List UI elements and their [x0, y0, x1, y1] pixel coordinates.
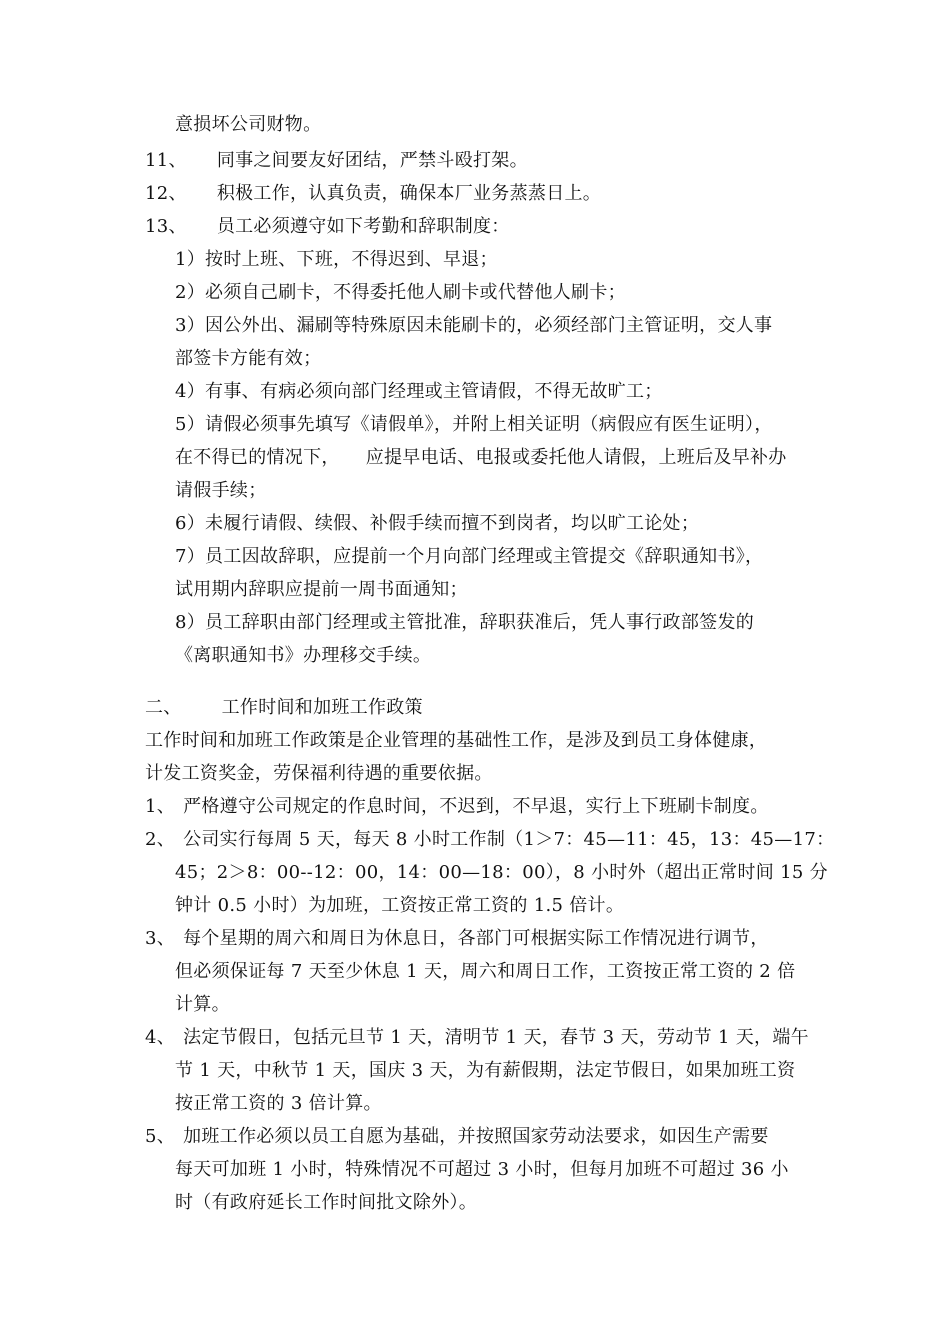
text-segment: 应提早电话、电报或委托他人请假，上班后及早补办 [365, 447, 787, 468]
sub-item: 7）员工因故辞职，应提前一个月向部门经理或主管提交《辞职通知书》， [175, 546, 764, 567]
list-number: 1、 [145, 796, 176, 817]
list-item [145, 795, 769, 819]
sub-item: 8）员工辞职由部门经理或主管批准，辞职获准后，凭人事行政部签发的 [175, 612, 755, 633]
list-item-continuation: 按正常工资的 3 倍计算。 [175, 1093, 382, 1114]
sub-item-continuation: 试用期内辞职应提前一周书面通知； [175, 579, 468, 600]
list-item-continuation: 计算。 [175, 994, 230, 1015]
sub-item: 2）必须自己刷卡，不得委托他人刷卡或代替他人刷卡； [175, 282, 626, 303]
text-segment: 在不得已的情况下， [175, 447, 340, 468]
sub-item: 3）因公外出、漏刷等特殊原因未能刷卡的，必须经部门主管证明，交人事 [175, 315, 773, 336]
sub-item: 1）按时上班、下班，不得迟到、早退； [175, 249, 498, 270]
list-item [145, 149, 528, 173]
list-item [145, 1125, 769, 1149]
list-number: 13、 [145, 216, 187, 237]
list-number: 11、 [145, 150, 187, 171]
list-item-continuation: 每天可加班 1 小时，特殊情况不可超过 3 小时，但每月加班不可超过 36 小 [175, 1159, 789, 1180]
list-item-text: 员工必须遵守如下考勤和辞职制度： [216, 216, 510, 237]
list-item-text: 公司实行每周 5 天，每天 8 小时工作制（1＞7：45—11：45，13：45—17： [183, 829, 835, 850]
list-item-text: 严格遵守公司规定的作息时间，不迟到，不早退，实行上下班刷卡制度。 [183, 796, 769, 817]
list-item-continuation: 但必须保证每 7 天至少休息 1 天，周六和周日工作，工资按正常工资的 2 倍 [175, 961, 796, 982]
list-number: 5、 [145, 1126, 176, 1147]
list-item [145, 828, 834, 852]
sub-item-continuation: 请假手续； [175, 480, 267, 501]
list-item-text: 加班工作必须以员工自愿为基础，并按照国家劳动法要求，如因生产需要 [183, 1126, 769, 1147]
section-number: 二、 [145, 697, 182, 718]
list-item-text: 法定节假日，包括元旦节 1 天，清明节 1 天，春节 3 天，劳动节 1 天，端午 [183, 1027, 809, 1048]
list-item-continuation: 节 1 天，中秋节 1 天，国庆 3 天，为有薪假期，法定节假日，如果加班工资 [175, 1060, 796, 1081]
section-title: 工作时间和加班工作政策 [221, 697, 423, 718]
sub-item-continuation: 部签卡方能有效； [175, 348, 322, 369]
section-heading [145, 696, 423, 720]
list-item-continuation: 钟计 0.5 小时）为加班，工资按正常工资的 1.5 倍计。 [175, 895, 625, 916]
sub-item-continuation [175, 446, 787, 470]
paragraph-line: 计发工资奖金，劳保福利待遇的重要依据。 [145, 763, 493, 784]
list-number: 2、 [145, 829, 176, 850]
list-number: 12、 [145, 183, 187, 204]
list-item [145, 927, 769, 951]
sub-item: 5）请假必须事先填写《请假单》，并附上相关证明（病假应有医生证明）， [175, 414, 773, 435]
paragraph-line: 工作时间和加班工作政策是企业管理的基础性工作，是涉及到员工身体健康， [145, 730, 768, 751]
sub-item-continuation: 《离职通知书》办理移交手续。 [175, 645, 432, 666]
paragraph-line: 意损坏公司财物。 [175, 114, 322, 135]
list-item-text: 积极工作，认真负责，确保本厂业务蒸蒸日上。 [216, 183, 602, 204]
list-item-continuation: 45；2＞8：00--12：00，14：00—18：00），8 小时外（超出正常时间 15 分 [175, 862, 828, 883]
list-item [145, 182, 601, 206]
list-item [145, 1026, 809, 1050]
sub-item: 4）有事、有病必须向部门经理或主管请假，不得无故旷工； [175, 381, 663, 402]
list-item [145, 215, 510, 239]
sub-item: 6）未履行请假、续假、补假手续而擅不到岗者，均以旷工论处； [175, 513, 700, 534]
list-item-continuation: 时（有政府延长工作时间批文除外）。 [175, 1192, 478, 1213]
list-item-text: 每个星期的周六和周日为休息日，各部门可根据实际工作情况进行调节， [183, 928, 769, 949]
list-number: 4、 [145, 1027, 176, 1048]
list-item-text: 同事之间要友好团结，严禁斗殴打架。 [216, 150, 528, 171]
list-number: 3、 [145, 928, 176, 949]
